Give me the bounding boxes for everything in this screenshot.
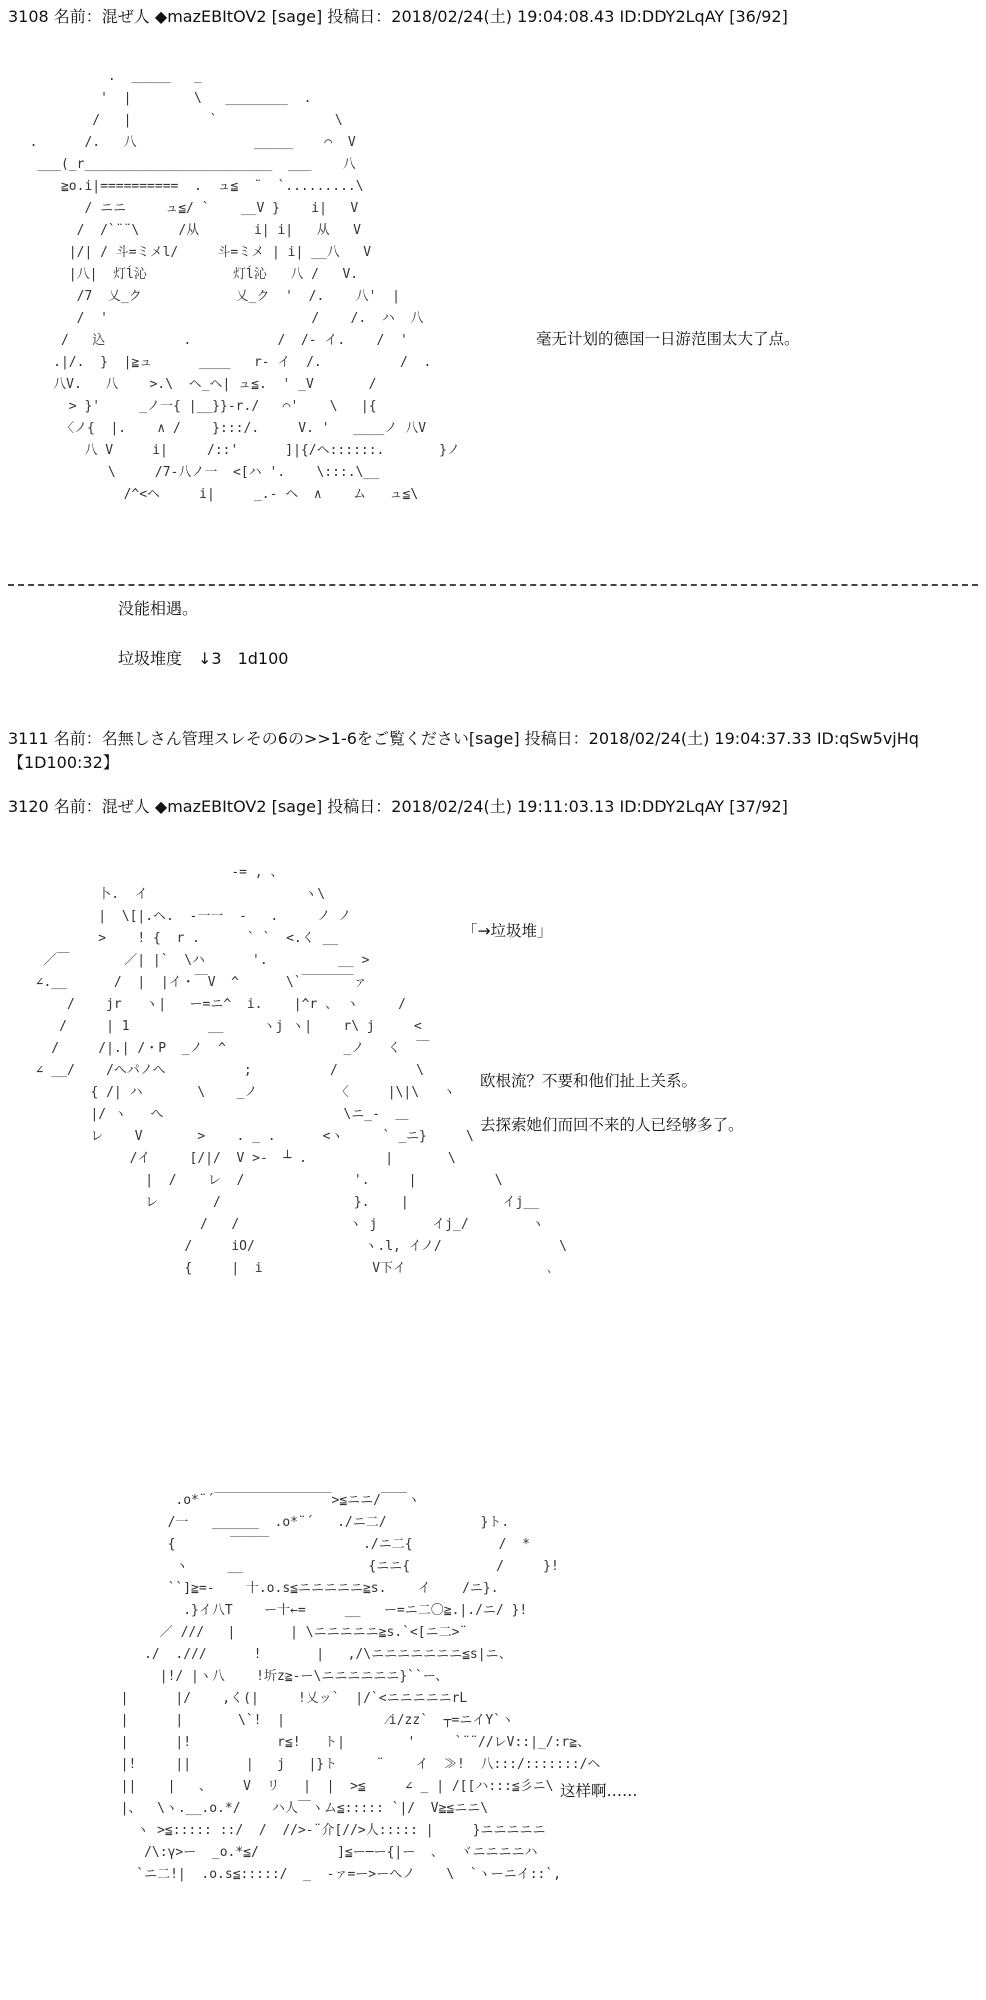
- post-header: 3108 名前：混ぜ人 ◆mazEBItOV2 [sage] 投稿日：2018/02/24(土) 19:04:08.43 ID:DDY2LqAY [36/92]: [8, 7, 788, 26]
- dialogue-text: 「→垃圾堆」: [462, 922, 553, 940]
- post-header: 3111 名前：名無しさん管理スレその6の>>1-6をご覧ください[sage] 投稿日：2018/02/24(土) 19:04:37.33 ID:qSw5vjHq: [8, 729, 919, 748]
- post-body-line: 没能相遇。: [118, 599, 199, 618]
- ascii-art-character: . _____ _ ' | \ ________ . / | ` \ . /. 八 _____ ⌒ V ___(_r________________________ ___ 八 ≧o.i|========== . ュ≦ ¨ `.........\ / ニニ ュ≦/ ` __V } i| V / /`¨¨\ /从 i| i| 从 V |/| / 斗=ミメl/ 斗=ミメ | i| __八 V |八| 灯ĺ沁 灯ĺ沁 八 / V. /7 乂_ク 乂_ク ' /. 八' | / ' / /. ハ 八 / 込 . / /- イ. / ' .|/. } |≧ュ ____ r- イ /. / . 八V. 八 >.\ ヘ_ヘ| ュ≦. ' _V / > }' _ノ一{ |__}}-r./ ⌒' \ |{ 〈ノ{ |. ∧ / }:::/. V. ' ____ノ 八V 八 V i| /::' ]|{/ヘ::::::. }ノ \ /7-八ノ一 <[ハ '. \:::.\__ /^<ヘ i| _.- ヘ ∧ ム ュ≦\: [29, 69, 460, 502]
- post-header: 3120 名前：混ぜ人 ◆mazEBItOV2 [sage] 投稿日：2018/02/24(土) 19:11:03.13 ID:DDY2LqAY [37/92]: [8, 797, 788, 816]
- dialogue-text: 这样啊……: [560, 1782, 638, 1800]
- dice-roll-result: 【1D100:32】: [8, 753, 119, 772]
- dialogue-text: 毫无计划的德国一日游范围太大了点。: [536, 330, 800, 348]
- dashed-divider: [8, 584, 978, 586]
- dice-request-line: 垃圾堆度 ↓3 1d100: [118, 649, 289, 668]
- ascii-art-character: -= , 、 卜. イ ヽ\ | \[|.ヘ. -一一 - . ノ ノ > ! { r . ` ` <.く __ ／￣ ／| |` \ハ '. __ > ∠.__ / | |イ・￣V ^ \`￣￣￣￣ァ / jr ヽ| ー=ニ^ i. |^r 、 ヽ / / | 1 __ ヽj ヽ| r\ j < / /|.| /・P _ノ ^ _ノ く ￣ ∠ __/ /へパノへ ; / \ { /| ハ \ _ノ 〈 |\|\ ヽ |/ ヽ へ \ニ_- ＿ レ V > . _ . <ヽ ` _ニ} \ /イ [/|/ V >- ┴ . | \ | / レ / '. | \ レ / }. | イj__ / / ヽ j イj_/ ヽ / iO/ ヽ.l, イノ/ \ { | i V下イ ､: [35, 865, 567, 1276]
- ascii-art-character: .o*¨´￣￣￣￣￣￣￣￣￣>≦ニニ/￣￣ヽ /一 ______ .o*¨´ ./ニ二/ }ト. { ￣￣￣ ./ニ二{ / * ヽ __ {ニニ{ / }! ``]≧=- 十.o.s≦ニニニニニ≧s. イ /ニ}. .}イ八T ー十←= __ ー=ニ二〇≧.|./ニ/ }! ／ /// | | \ニニニニニ≧s.`<[ニ二>¨ ./ ./// ! | ,/\ニニニニニニニ≦s|ニ、 |!/ |ヽ八 !圻z≧-ー\ニニニニニニ}``ー、 | |/ ,く(| !乂ッ` |/`<ニニニニニrL | | \`! | ⁄i/zz` ┬=ニイY`ヽ | |! r≦! ト| ' `¨¨//レV::|_/:r≧、 |! || | j |}ト ¨ イ ≫! 八:::/:::::::/ヘ || | 、 V リ | | >≦ ∠ _ | /[[ハ:::≦彡ニ\ |、 \ヽ.__.o.*/ ハ人￣ヽム≦::::: `|/ V≧≦ニニ\ ヽ >≦::::: ::/ / //>-¨介[//>人::::: | }ニニニニニ /\:γ>ー _o.*≦/ ]≦ー─ー{|ー 、 ヾニニニニハ `ニ二!| .o.s≦:::::/ _ -ァ=ー>ーへノ \ `ヽーニイ::`,: [120, 1493, 601, 1882]
- dialogue-text: 去探索她们而回不来的人已经够多了。: [480, 1116, 744, 1134]
- dialogue-text: 欧根流？不要和他们扯上关系。: [480, 1072, 698, 1090]
